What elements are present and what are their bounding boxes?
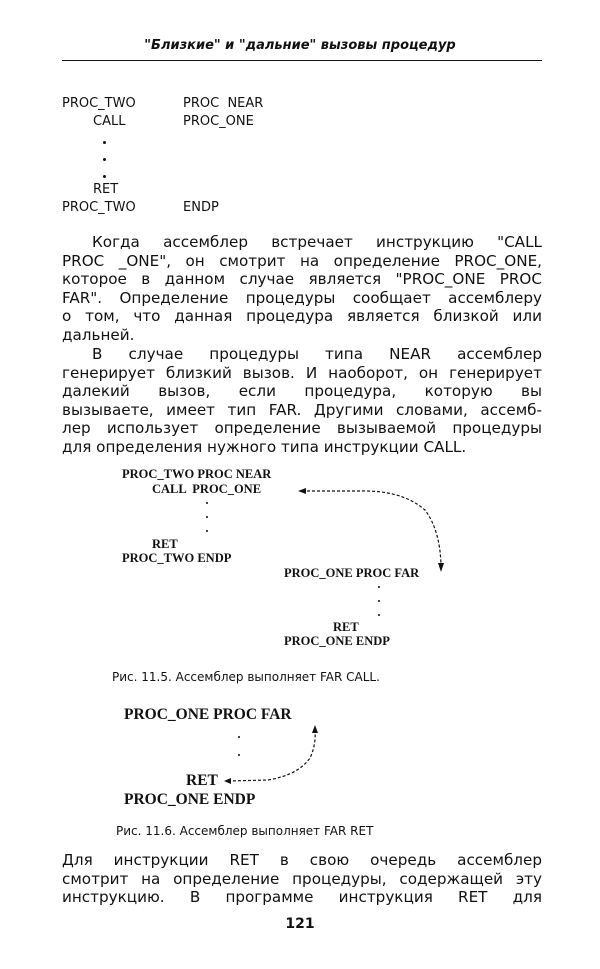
figure-code-line: PROC_TWO ENDP bbox=[122, 551, 232, 565]
code-label: PROC_TWO bbox=[62, 96, 136, 111]
figure-code-line: RET bbox=[333, 620, 359, 634]
figure-code-line: RET bbox=[186, 772, 218, 789]
paragraph bbox=[62, 851, 542, 907]
figure-code-line: PROC_ONE PROC FAR bbox=[124, 706, 292, 723]
paragraph bbox=[62, 233, 542, 345]
code-instruction: PROC NEAR bbox=[183, 96, 264, 111]
paragraph-line: Для инструкции RET в свою очередь ассемблер bbox=[62, 851, 542, 869]
paragraph-line: далекий вызов, если процедура, которую вы bbox=[62, 382, 542, 401]
ellipsis-dot bbox=[378, 614, 380, 616]
figure-code-line: CALL PROC_ONE bbox=[152, 482, 262, 496]
code-instruction: PROC_ONE bbox=[183, 114, 254, 129]
header-rule bbox=[62, 60, 542, 61]
ellipsis-dot bbox=[103, 158, 106, 161]
paragraph-line: вызываете, имеет тип FAR. Другими словами, ассемб- bbox=[62, 400, 542, 419]
code-label: RET bbox=[93, 182, 119, 197]
paragraph-line: генерирует близкий вызов. И наоборот, он генерирует bbox=[62, 363, 542, 382]
return-arrow-icon bbox=[218, 720, 328, 790]
figure-code-line: PROC_TWO PROC NEAR bbox=[122, 467, 272, 481]
figure-code-line: PROC_ONE PROC FAR bbox=[284, 566, 420, 580]
running-header: "Близкие" и "дальние" вызовы процедур bbox=[144, 38, 456, 53]
paragraph-line: лер использует определение вызываемой процедуры bbox=[62, 419, 542, 438]
ellipsis-dot bbox=[378, 600, 380, 602]
paragraph-line: для определения нужного типа инструкции CALL. bbox=[62, 437, 467, 456]
figure-code-line: PROC_ONE ENDP bbox=[124, 791, 256, 808]
figure-caption: Рис. 11.5. Ассемблер выполняет FAR CALL. bbox=[112, 670, 380, 684]
figure-code-line: PROC_ONE ENDP bbox=[284, 634, 390, 648]
figure-caption: Рис. 11.6. Ассемблер выполняет FAR RET bbox=[116, 824, 374, 838]
paragraph-line: которое в данном случае является "PROC_ONE PROC bbox=[62, 270, 542, 289]
paragraph-line: инструкцию. В программе инструкция RET для bbox=[62, 888, 542, 907]
ellipsis-dot bbox=[206, 530, 208, 532]
page-number: 121 bbox=[285, 916, 315, 932]
code-label: CALL bbox=[93, 114, 126, 129]
paragraph-line: дальней. bbox=[62, 325, 135, 344]
ellipsis-dot bbox=[103, 141, 106, 144]
ellipsis-dot bbox=[103, 175, 106, 178]
paragraph-line: PROC _ONE", он смотрит на определение PROC_ONE, bbox=[62, 251, 542, 270]
figure-code-line: RET bbox=[152, 537, 178, 551]
paragraph bbox=[62, 345, 542, 457]
code-instruction: ENDP bbox=[183, 200, 219, 215]
paragraph-line: В случае процедуры типа NEAR ассемблер bbox=[92, 345, 542, 363]
ellipsis-dot bbox=[206, 516, 208, 518]
ellipsis-dot bbox=[378, 586, 380, 588]
code-label: PROC_TWO bbox=[62, 200, 136, 215]
ellipsis-dot bbox=[206, 502, 208, 504]
call-arrow-icon bbox=[290, 480, 460, 575]
paragraph-line: FAR". Определение процедуры сообщает ассемблеру bbox=[62, 288, 542, 307]
paragraph-line: Когда ассемблер встречает инструкцию "CALL bbox=[92, 233, 542, 251]
paragraph-line: о том, что данная процедура является близкой или bbox=[62, 307, 542, 326]
paragraph-line: смотрит на определение процедуры, содержащей эту bbox=[62, 869, 542, 888]
